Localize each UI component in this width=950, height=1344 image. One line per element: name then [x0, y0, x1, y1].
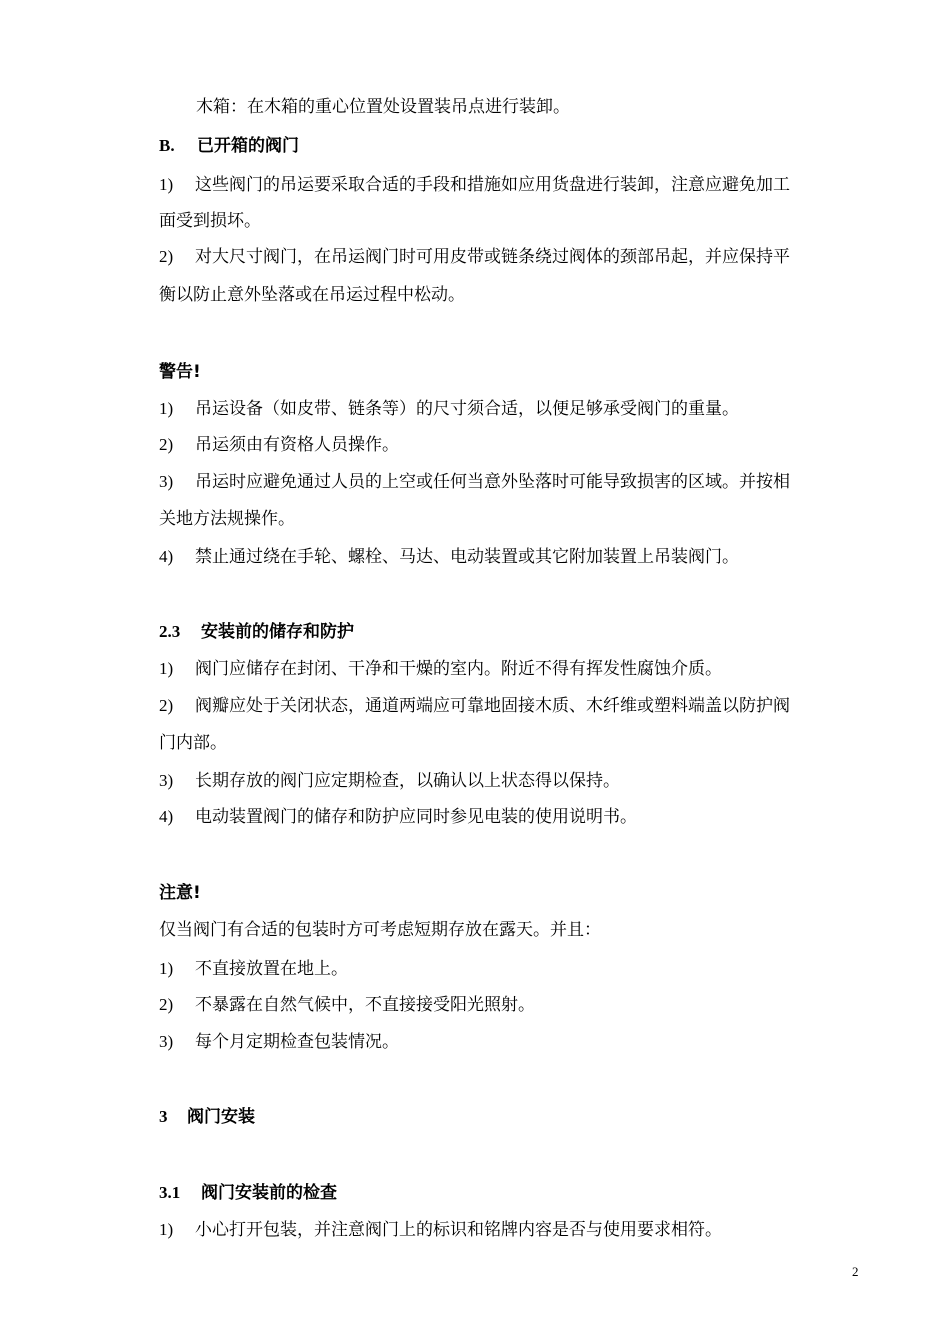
section-b-heading [159, 134, 860, 158]
list-item [159, 173, 860, 197]
list-item [159, 545, 860, 569]
list-item-continuation: 关地方法规操作。 [159, 509, 295, 529]
item-number: 3) [159, 472, 174, 491]
item-text: 这些阀门的吊运要采取合适的手段和措施如应用货盘进行装卸，注意应避免加工 [195, 175, 790, 195]
intro-line: 木箱：在木箱的重心位置处设置装吊点进行装卸。 [196, 97, 570, 117]
list-item [159, 470, 860, 494]
section-title: 阀门安装 [187, 1107, 255, 1127]
item-text: 小心打开包装，并注意阀门上的标识和铭牌内容是否与使用要求相符。 [195, 1220, 722, 1240]
item-number: 1) [159, 399, 174, 418]
page-number: 2 [852, 1264, 859, 1279]
list-item [159, 957, 860, 981]
item-text: 禁止通过绕在手轮、螺栓、马达、电动装置或其它附加装置上吊装阀门。 [195, 547, 739, 567]
list-item [159, 993, 860, 1017]
item-number: 1) [159, 659, 174, 678]
item-text: 电动装置阀门的储存和防护应同时参见电装的使用说明书。 [195, 807, 637, 827]
item-number: 2) [159, 247, 174, 266]
section-number: 3.1 [159, 1183, 181, 1202]
list-item [159, 805, 860, 829]
item-number: 2) [159, 435, 174, 454]
list-item [159, 769, 860, 793]
note-text: 仅当阀门有合适的包装时方可考虑短期存放在露天。并且： [159, 920, 601, 940]
section-title: 安装前的储存和防护 [201, 622, 354, 642]
list-item [159, 245, 860, 269]
list-item-continuation: 门内部。 [159, 733, 227, 753]
section-number: 3 [159, 1107, 168, 1126]
item-number: 2) [159, 696, 174, 715]
section-number: B. [159, 136, 175, 155]
section-title: 阀门安装前的检查 [201, 1183, 337, 1203]
item-text: 长期存放的阀门应定期检查，以确认以上状态得以保持。 [195, 771, 620, 791]
section-3-heading [159, 1105, 860, 1129]
list-item [159, 397, 860, 421]
item-text: 对大尺寸阀门，在吊运阀门时可用皮带或链条绕过阀体的颈部吊起，并应保持平 [195, 247, 790, 267]
item-number: 3) [159, 1032, 174, 1051]
section-2-3-heading [159, 620, 860, 644]
item-number: 1) [159, 1220, 174, 1239]
item-number: 1) [159, 175, 174, 194]
item-text: 每个月定期检查包装情况。 [195, 1032, 399, 1052]
list-item-continuation: 衡以防止意外坠落或在吊运过程中松动。 [159, 285, 465, 305]
item-number: 4) [159, 807, 174, 826]
list-item [159, 694, 860, 718]
list-item [159, 433, 860, 457]
item-number: 4) [159, 547, 174, 566]
section-3-1-heading [159, 1181, 860, 1205]
item-text: 不暴露在自然气候中，不直接接受阳光照射。 [195, 995, 535, 1015]
item-text: 吊运时应避免通过人员的上空或任何当意外坠落时可能导致损害的区域。并按相 [195, 472, 790, 492]
section-number: 2.3 [159, 622, 181, 641]
warning-heading: 警告! [159, 362, 201, 382]
item-text: 阀门应储存在封闭、干净和干燥的室内。附近不得有挥发性腐蚀介质。 [195, 659, 722, 679]
item-text: 吊运设备（如皮带、链条等）的尺寸须合适，以便足够承受阀门的重量。 [195, 399, 739, 419]
list-item-continuation: 面受到损坏。 [159, 211, 261, 231]
section-title: 已开箱的阀门 [197, 136, 299, 156]
item-number: 3) [159, 771, 174, 790]
item-number: 1) [159, 959, 174, 978]
list-item [159, 1218, 860, 1242]
list-item [159, 1030, 860, 1054]
item-text: 吊运须由有资格人员操作。 [195, 435, 399, 455]
note-heading: 注意! [159, 883, 201, 903]
list-item [159, 657, 860, 681]
item-text: 阀瓣应处于关闭状态，通道两端应可靠地固接木质、木纤维或塑料端盖以防护阀 [195, 696, 790, 716]
item-number: 2) [159, 995, 174, 1014]
item-text: 不直接放置在地上。 [195, 959, 348, 979]
